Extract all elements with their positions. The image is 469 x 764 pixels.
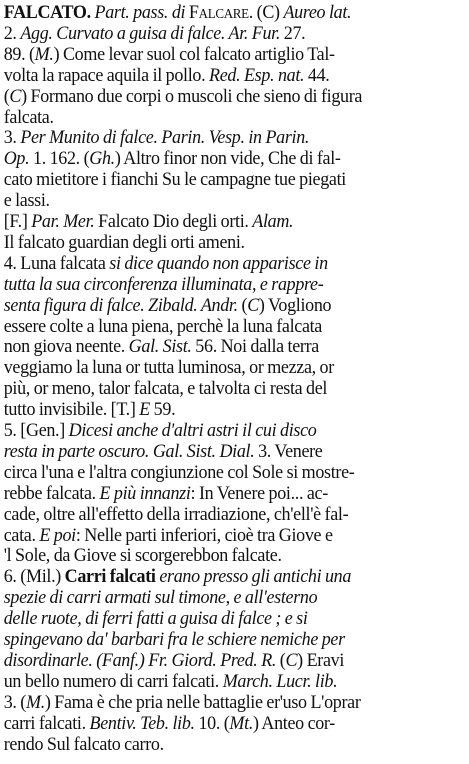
headword-text: Carri falcati xyxy=(64,566,156,588)
text-line xyxy=(4,463,355,482)
text-run: non giova neente. xyxy=(3,336,129,358)
text-line xyxy=(4,317,322,336)
italic-text: Op. xyxy=(3,148,30,170)
text-line xyxy=(4,546,282,565)
text-run: 10. ( xyxy=(194,712,230,734)
italic-text: e all'esterno xyxy=(233,587,318,609)
italic-text: E poi xyxy=(39,524,76,546)
text-line xyxy=(4,505,349,524)
text-run: Il falcato guardian degli orti ameni. xyxy=(3,231,245,253)
italic-text: E più innanzi xyxy=(99,482,191,504)
text-run: 3. Venere xyxy=(254,440,323,462)
italic-text: spingevano da' barbari fra le schiere nemiche per xyxy=(3,629,345,650)
text-run: [F.] xyxy=(3,211,32,232)
text-run: ) Anteo cor- xyxy=(253,712,335,734)
text-line xyxy=(4,45,335,64)
text-line xyxy=(4,108,54,127)
italic-text: e rappre- xyxy=(259,273,324,295)
italic-text: E xyxy=(139,399,150,421)
italic-text: tutta la sua circonferenza illuminata xyxy=(3,273,252,295)
text-run: 44. xyxy=(304,64,330,86)
text-line xyxy=(4,191,50,210)
text-line xyxy=(4,66,330,85)
text-run: volta la rapace aquila il pollo. xyxy=(3,64,210,86)
text-run: : In Venere poi... ac- xyxy=(190,482,328,504)
text-run: ) Fama è che pria nelle battaglie er'uso L'oprar xyxy=(44,691,361,713)
text-run: . (C) xyxy=(248,2,284,23)
text-run: ) Vogliono xyxy=(258,294,332,316)
italic-text: Alam. xyxy=(252,211,294,232)
italic-text: resta in parte oscuro. Gal. Sist. Dial. xyxy=(3,440,255,462)
italic-text: Agg. Curvato a guisa di falce. Ar. Fur. xyxy=(20,22,281,44)
text-run: cato mietitore i fianchi Su le campagne tue piegati xyxy=(3,169,346,191)
text-run: 59. xyxy=(149,399,176,421)
text-line xyxy=(4,358,334,377)
text-line xyxy=(4,526,333,545)
text-run: 2. xyxy=(3,22,21,44)
italic-text: March. Lucr. lib. xyxy=(222,670,338,692)
text-line xyxy=(4,651,344,670)
italic-text: C xyxy=(285,649,298,671)
italic-text: Red. Esp. nat. xyxy=(209,64,305,86)
text-run: essere colte a luna piena, perchè la luna falcata xyxy=(3,315,322,337)
text-run: 4. Luna falcata xyxy=(3,252,110,274)
text-run: un bello numero di carri falcati. xyxy=(3,670,223,692)
italic-text: Gh. xyxy=(89,148,115,170)
text-run: e lassi. xyxy=(3,190,50,212)
text-run: ) Formano due corpi o muscoli che sieno di figura xyxy=(21,85,363,107)
text-line xyxy=(4,254,328,273)
text-line xyxy=(4,714,335,733)
text-line xyxy=(4,609,308,628)
text-line xyxy=(4,24,306,43)
italic-text: M. xyxy=(34,43,54,65)
text-run: circa l'una e l'altra congiunzione col Sole si mostre- xyxy=(3,461,355,483)
text-line xyxy=(4,296,331,315)
text-run: rebbe falcata. xyxy=(3,482,100,504)
text-run: 3. ( xyxy=(3,691,26,713)
italic-text: Gal. Sist. xyxy=(128,336,192,358)
text-run: 3. xyxy=(3,127,21,149)
text-run: 1. 162. ( xyxy=(29,148,90,170)
text-run: 89. ( xyxy=(3,43,35,65)
text-run: 27. xyxy=(280,22,306,44)
italic-text: M. xyxy=(25,691,45,713)
italic-text: Mt. xyxy=(229,712,254,734)
text-run: 6. (Mil.) xyxy=(3,566,65,588)
text-run: ( xyxy=(237,294,248,316)
text-line xyxy=(4,128,309,147)
italic-text: senta figura di falce. Zibald. Andr. xyxy=(3,294,238,316)
text-run: rendo Sul falcato carro. xyxy=(3,733,164,755)
text-run: ) Come levar suol col falcato artiglio Tal- xyxy=(53,43,335,65)
text-line xyxy=(4,442,323,461)
text-run: falcata. xyxy=(3,106,54,128)
text-line xyxy=(4,170,346,189)
text-line xyxy=(4,693,361,712)
text-line xyxy=(4,149,341,168)
text-run: ( xyxy=(3,85,10,107)
italic-text: spezie di carri armati sul timone xyxy=(3,587,226,609)
text-run: più, or meno, talor falcata, e talvolta ci resta del xyxy=(3,378,328,400)
text-run: cade, oltre all'effetto della irradiazione, ch'ell'è fal- xyxy=(3,503,349,525)
text-line xyxy=(4,87,362,106)
text-line xyxy=(4,567,351,586)
text-line xyxy=(4,233,245,252)
italic-text: si dice quando non apparisce in xyxy=(109,252,328,274)
text-line xyxy=(4,379,327,398)
italic-text: Dicesi anche d'altri astri il cui disco xyxy=(68,420,317,441)
italic-text: C xyxy=(9,85,22,107)
headword-text: FALCATO. xyxy=(3,2,91,23)
text-line xyxy=(4,275,324,294)
text-line xyxy=(4,484,328,503)
italic-text: Per Munito di falce. Parin. Vesp. in Parin. xyxy=(20,127,310,149)
text-line xyxy=(4,212,294,231)
text-run: ) Eravi xyxy=(297,649,345,671)
text-line xyxy=(4,421,317,440)
text-run: : Nelle parti inferiori, cioè tra Giove e xyxy=(75,524,333,546)
italic-text: erano presso gli antichi una xyxy=(159,566,352,588)
text-run: tutto invisibile. [T.] xyxy=(3,399,140,421)
text-line xyxy=(4,588,318,607)
text-line xyxy=(4,3,351,22)
text-line xyxy=(4,400,176,419)
italic-text: Part. pass. di xyxy=(94,2,189,23)
text-run: ) Altro finor non vide, Che di fal- xyxy=(114,148,341,170)
text-run: ( xyxy=(276,649,286,671)
text-line xyxy=(4,735,164,754)
italic-text: delle ruote, di ferri fatti a guisa di falce ; e si xyxy=(3,608,308,630)
text-run: Falcare xyxy=(188,2,249,23)
text-run: , xyxy=(251,273,260,295)
italic-text: C xyxy=(247,294,259,316)
italic-text: Par. Mer. xyxy=(31,211,95,232)
italic-text: Bentiv. Teb. lib. xyxy=(89,712,195,734)
text-run: , xyxy=(225,587,234,609)
italic-text: Aureo lat. xyxy=(283,2,352,23)
text-run: 56. Noi dalla terra xyxy=(191,336,319,358)
text-line xyxy=(4,337,319,356)
text-run: 5. [Gen.] xyxy=(3,420,69,441)
text-run: 'l Sole, da Giove si scorgerebbon falcate. xyxy=(3,545,282,567)
text-run: veggiamo la luna or tutta luminosa, or mezza, or xyxy=(3,357,334,379)
text-run: cata. xyxy=(3,524,40,546)
text-line xyxy=(4,672,338,691)
text-line xyxy=(4,630,345,649)
text-run: Falcato Dio degli orti. xyxy=(94,211,253,232)
italic-text: disordinarle. (Fanf.) Fr. Giord. Pred. R. xyxy=(3,649,277,671)
text-run: carri falcati. xyxy=(3,712,90,734)
